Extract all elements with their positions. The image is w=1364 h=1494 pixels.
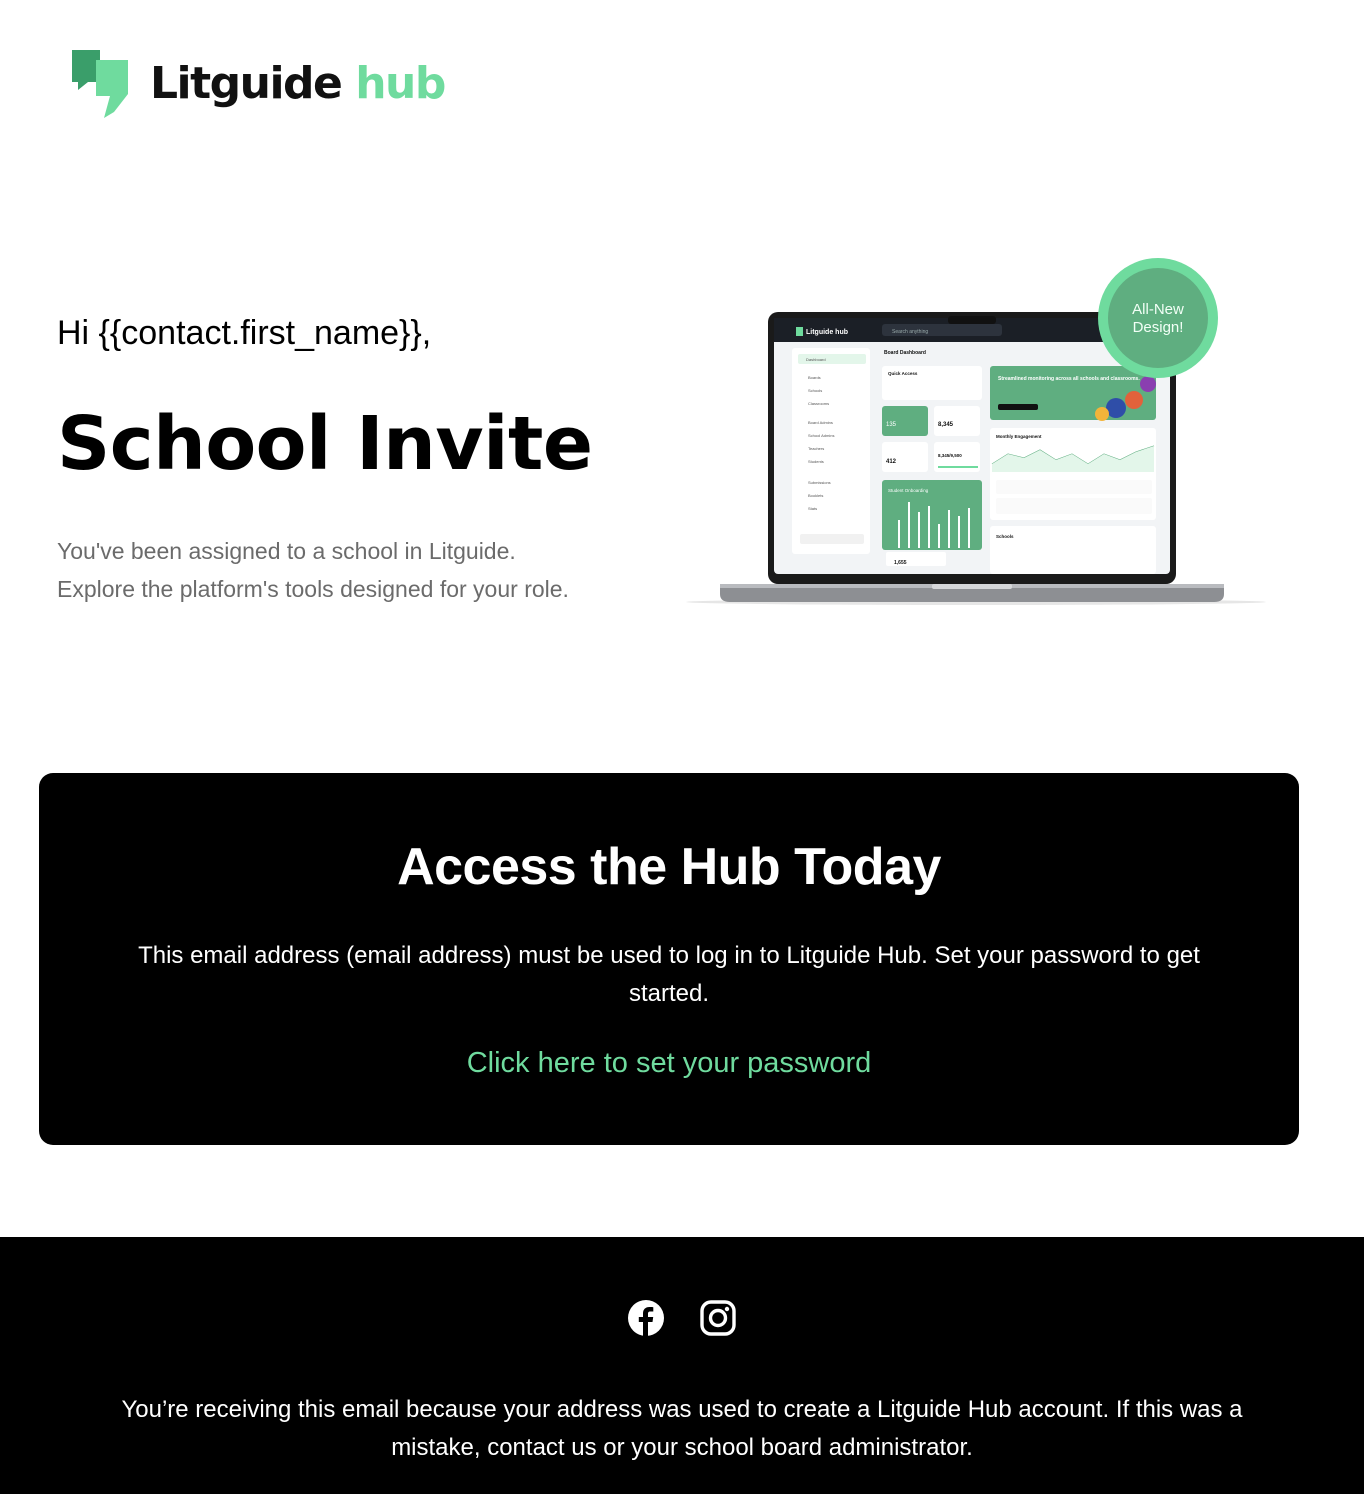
dashboard-title-text: Board Dashboard (884, 350, 926, 356)
onboarding-value: 1,655 (894, 560, 907, 566)
stat-2: 8,345 (938, 422, 954, 428)
nav-item-3: Classrooms (808, 401, 830, 406)
facebook-link[interactable] (627, 1299, 665, 1337)
quick-access-text: Quick Access (888, 371, 918, 376)
logo-hub: hub (355, 58, 445, 109)
logo-text (150, 58, 445, 109)
logo-brand: Litguide (150, 58, 342, 109)
set-password-link[interactable]: Click here to set your password (466, 1047, 872, 1079)
nav-item-7: Students (808, 459, 824, 464)
stat-3: 412 (886, 459, 897, 465)
logo-mark-icon (70, 48, 130, 120)
hero-line-2: Explore the platform's tools designed for your role. (57, 576, 569, 602)
hero-description (57, 532, 677, 608)
footer (0, 1237, 1364, 1494)
instagram-link[interactable] (699, 1299, 737, 1337)
banner-text: Streamlined monitoring across all schools and classrooms. (998, 376, 1140, 382)
laptop-illustration (686, 258, 1266, 610)
facebook-icon (627, 1299, 665, 1337)
hero-line-1: You've been assigned to a school in Litguide. (57, 538, 516, 564)
greeting: Hi {{contact.first_name}}, (57, 314, 432, 352)
instagram-icon (699, 1299, 737, 1337)
nav-item-5: School Admins (808, 433, 835, 438)
footer-disclaimer: You’re receiving this email because your address was used to create a Litguide Hub account. If this was a mistake, contact us or your school board administrator. (121, 1396, 1243, 1461)
app-logo-text: Litguide hub (806, 329, 848, 336)
cta-text: This email address (email address) must be used to log in to Litguide Hub. Set your password to get started. (138, 942, 1200, 1007)
svg-text:Streamlined monitoring across (998, 376, 1140, 382)
social-links (0, 1299, 1364, 1337)
nav-item-0: Dashboard (806, 357, 826, 362)
badge-line-1: All-New (1132, 301, 1184, 318)
nav-item-2: Schools (808, 388, 823, 393)
cta-card (39, 773, 1299, 1145)
nav-item-10: Stats (808, 506, 818, 511)
nav-item-8: Submissions (808, 480, 831, 485)
logo[interactable] (70, 48, 445, 120)
nav-item-4: Board Admins (808, 420, 833, 425)
search-text: Search anything (892, 329, 929, 335)
page-title: School Invite (57, 401, 593, 487)
schools-text: Schools (996, 534, 1014, 539)
nav-item-6: Teachers (808, 446, 825, 451)
badge-line-2: Design! (1132, 319, 1184, 336)
nav-item-9: Booklets (808, 493, 824, 498)
monthly-text: Monthly Engagement (996, 434, 1042, 439)
cta-title: Access the Hub Today (397, 838, 941, 896)
onboarding-text: Student Onboarding (888, 488, 929, 493)
stat-4: 8,345/9,500 (938, 453, 962, 458)
nav-item-1: Boards (808, 375, 821, 380)
stat-1: 135 (886, 422, 897, 428)
